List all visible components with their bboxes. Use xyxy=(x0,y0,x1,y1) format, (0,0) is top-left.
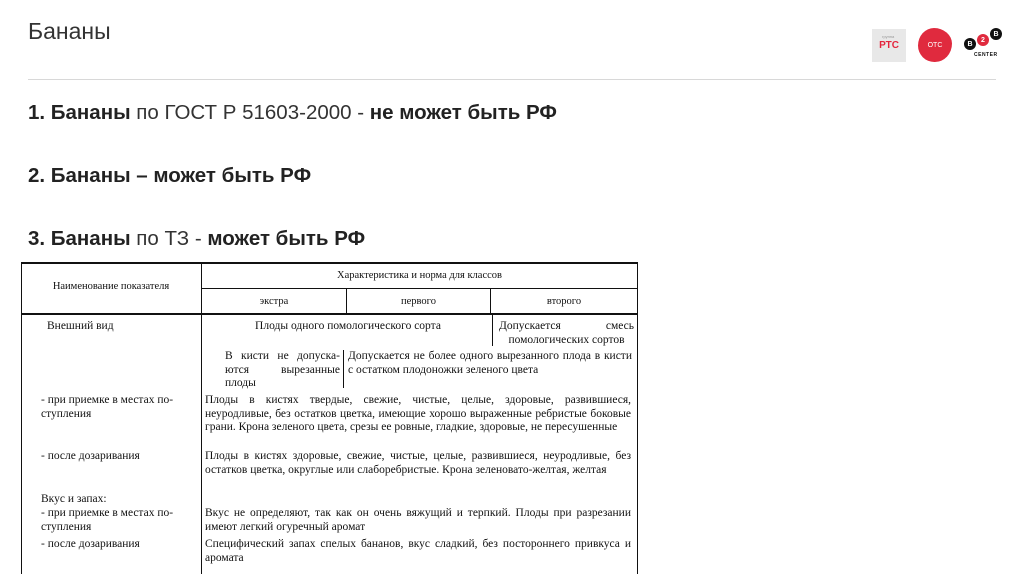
statement-1-subject: 1. Бананы xyxy=(28,101,131,124)
rts-logo xyxy=(872,29,906,62)
header-indicator: Наименование показателя xyxy=(52,281,170,292)
row-appearance-name: Внешний вид xyxy=(47,320,114,332)
row-after-ripening-value: Плоды в кистях здоровые, свежие, чистые, целые, развившиеся, неуродливые, без остатков цветка, округлые или слаборебристые. Крона зеленовато-желтая, желтая xyxy=(205,450,631,476)
statement-1-verdict: не может быть РФ xyxy=(369,101,557,124)
statement-3-subject: 3. Бананы xyxy=(28,227,131,250)
row-cut-fruit-first-second: Допускается не более одного вырезанного плода в кисти с остатком плодоножки зеленого цвета xyxy=(348,350,632,376)
header-class-group: Характеристика и норма для классов xyxy=(337,270,502,281)
otc-logo xyxy=(918,28,952,62)
table-border xyxy=(637,262,638,574)
statement-3-standard: по ТЗ - xyxy=(130,227,208,250)
header-divider xyxy=(28,79,996,80)
row-acceptance-name: - при приемке в местах по-ступления xyxy=(41,394,174,420)
statement-3 xyxy=(28,227,365,251)
b2b-logo-digit: 2 xyxy=(977,34,989,46)
statement-2 xyxy=(28,164,311,188)
row-appearance-second: Допускается смесь помологических сортов xyxy=(499,320,634,346)
table-border xyxy=(201,262,202,574)
row-appearance-extra-first: Плоды одного помологического сорта xyxy=(255,320,441,332)
table-border xyxy=(492,315,493,346)
table-border xyxy=(490,288,491,313)
row-cut-fruit-extra: В кисти не допуска-ются вырезанные плоды xyxy=(225,350,340,389)
table-border xyxy=(21,313,638,315)
b2b-logo-center-text: CENTER xyxy=(974,52,998,58)
table-border xyxy=(21,262,638,264)
header-class-extra: экстра xyxy=(259,296,289,307)
row-after-ripening-name: - после дозаривания xyxy=(41,450,140,462)
b2b-logo-letter: B xyxy=(964,38,976,50)
row-acceptance-value: Плоды в кистях твердые, свежие, чистые, целые, здоровые, развившиеся, неуродливые, без остатков цветка, имеющие хорошо выраженные ребристые боковые грани. Крона зеленого цвета, срезы ее ровные, гладкие, здоровые, не пересушенные xyxy=(205,394,631,433)
row-taste-smell-name: Вкус и запах: xyxy=(41,493,107,505)
b2b-logo-letter: B xyxy=(990,28,1002,40)
row-taste-after-ripening-value: Специфический запах спелых бананов, вкус сладкий, без постороннего привкуса и аромата xyxy=(205,538,631,564)
statement-2-text: 2. Бананы – может быть РФ xyxy=(28,164,312,187)
row-taste-acceptance-value: Вкус не определяют, так как он очень вяжущий и терпкий. Плоды при разрезании имеют легкий огуречный аромат xyxy=(205,507,631,533)
table-border xyxy=(343,350,344,388)
statement-3-verdict: может быть РФ xyxy=(207,227,366,250)
table-border xyxy=(201,288,638,289)
header-class-first: первого xyxy=(401,296,436,307)
statement-1-standard: по ГОСТ Р 51603-2000 - xyxy=(130,101,370,124)
slide-title: Бананы xyxy=(28,18,111,44)
logo-group xyxy=(872,27,1004,63)
rts-logo-text: РТС xyxy=(879,39,899,51)
b2b-center-logo xyxy=(964,28,1004,62)
rts-logo-small-text: группа xyxy=(882,33,895,39)
row-taste-acceptance-name: - при приемке в местах по-ступления xyxy=(41,507,174,533)
statement-1 xyxy=(28,101,557,125)
otc-logo-text: OTC xyxy=(927,41,943,49)
table-border xyxy=(346,288,347,313)
header-class-second: второго xyxy=(546,296,582,307)
row-taste-after-ripening-name: - после дозаривания xyxy=(41,538,140,550)
gost-table-scan xyxy=(21,262,638,574)
table-border xyxy=(21,262,22,574)
